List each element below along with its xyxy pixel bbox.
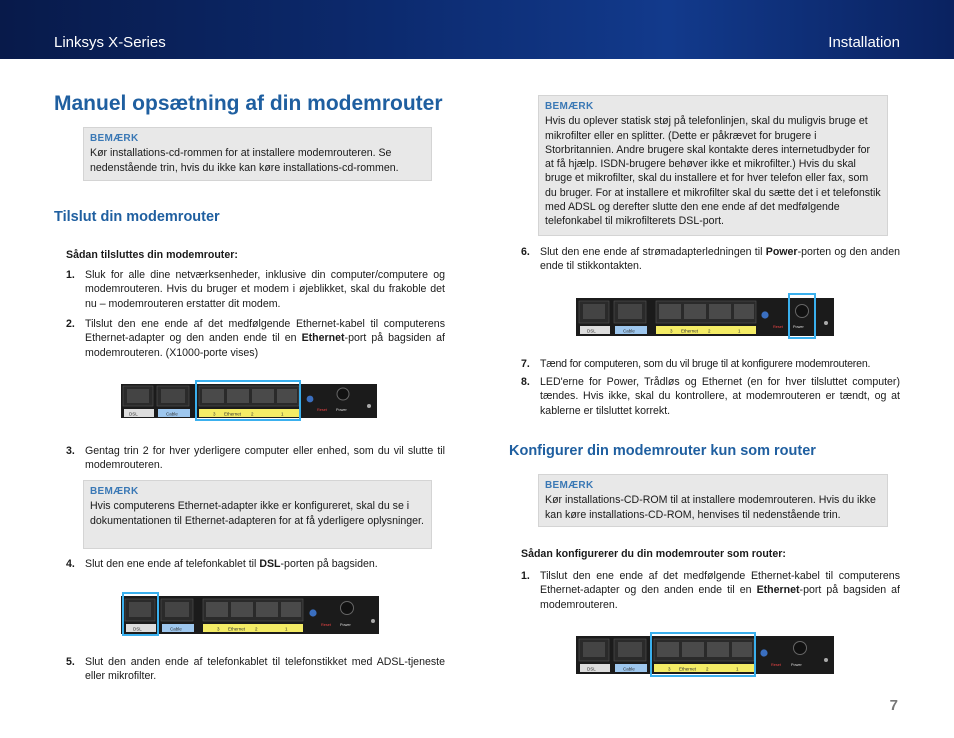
step-text: Slut den ene ende af strømadapterledningen til Power-porten og den anden ende til stikkontakten. — [540, 246, 900, 273]
section-title: Installation — [828, 34, 900, 51]
step-number: 1. — [66, 269, 75, 281]
power-label: Power — [340, 623, 351, 627]
port1-label: 1 — [281, 411, 284, 417]
ethernet-label: Ethernet — [228, 626, 246, 632]
cable-label: Cable — [623, 666, 635, 672]
note-label: BEMÆRK — [545, 480, 594, 491]
step-item — [521, 245, 900, 274]
step-number: 7. — [521, 358, 530, 370]
page-header — [0, 0, 954, 59]
intro-connect: Sådan tilsluttes din modemrouter: — [66, 249, 238, 261]
cable-label: Cable — [623, 328, 635, 334]
note-text: Hvis du oplever statisk støj på telefonlinjen, skal du muligvis bruge et mikrofilter eller en splitter. (Dette er påkrævet for brugere i Storbritannien. Andre brugere skal kontakte deres internetudbyder for at få hjælp. ISDN-brugere behøver ikke et mikrofilter.) Hvis du skal bruge et mikrofilter, skal du installere et for hver telefon eller fax, som du bruger. For at installere et mikrofilter skal du sætte det i et telefonstik med ADSL og derefter slutte den ene ende af det medfølgende telefonkabel til mikrofilterets DSL-port. — [545, 115, 881, 228]
router-ports-image — [576, 632, 836, 678]
port2-label: 2 — [708, 328, 711, 334]
step-text: Slut den anden ende af telefonkablet til telefonstikket med ADSL-tjeneste eller mikrofilter. — [85, 656, 445, 683]
step-number: 4. — [66, 558, 75, 570]
series-title: Linksys X-Series — [54, 34, 166, 51]
step-text: LED'erne for Power, Trådløs og Ethernet (en for hver tilsluttet computer) tændes. Hvis ikke, skal du kontrollere, at modemrouteren er tændt, og at kablerne er tilsluttet korrekt. — [540, 376, 900, 417]
step-text: Tænd for computeren, som du vil bruge til at konfigurere modemrouteren. — [540, 358, 871, 370]
step-item — [66, 444, 445, 473]
dsl-label: DSL — [587, 328, 596, 334]
step-item — [521, 375, 900, 418]
port1-label: 1 — [736, 666, 739, 672]
step-text: Gentag trin 2 for hver yderligere computer eller enhed, som du vil slutte til modemrouteren. — [85, 445, 445, 472]
port3-label: 3 — [668, 666, 671, 672]
port1-label: 1 — [738, 328, 741, 334]
port1-label: 1 — [285, 626, 288, 632]
ethernet-label: Ethernet — [681, 328, 699, 334]
page-title: Manuel opsætning af din modemrouter — [54, 92, 443, 115]
cable-label: Cable — [170, 626, 182, 632]
step-item — [66, 268, 445, 311]
note-box — [83, 127, 432, 181]
step-number: 8. — [521, 376, 530, 388]
reset-label: Reset — [771, 663, 781, 667]
note-box — [83, 480, 432, 549]
step-number: 2. — [66, 318, 75, 330]
step-number: 5. — [66, 656, 75, 668]
power-label: Power — [791, 663, 802, 667]
step-item — [66, 655, 445, 684]
note-text: Hvis computerens Ethernet-adapter ikke er konfigureret, skal du se i dokumentationen til Ethernet-adapteren for at få yderligere oplysninger. — [90, 500, 424, 527]
router-back-panel — [121, 596, 379, 634]
ethernet-label: Ethernet — [224, 411, 242, 417]
port2-label: 2 — [251, 411, 254, 417]
step-text: Sluk for alle dine netværksenheder, inklusive din computer/computere og modemrouteren. Hvis du bruger et modem i øjeblikket, skal du frakoble det nu – modemrouteren erstatter dit modem. — [85, 269, 445, 310]
step-number: 1. — [521, 570, 530, 582]
port2-label: 2 — [255, 626, 258, 632]
intro-router-only: Sådan konfigurerer du din modemrouter som router: — [521, 548, 786, 560]
router-back-panel — [121, 384, 377, 418]
step-text: Tilslut den ene ende af det medfølgende Ethernet-kabel til computerens Ethernet-adapter og den anden ende til en Ethernet-port på bagsiden af modemrouteren. (X1000-porte vises) — [85, 318, 446, 359]
cable-label: Cable — [166, 411, 178, 417]
step-item — [66, 317, 445, 360]
power-label: Power — [336, 408, 347, 412]
step-text: Slut den ene ende af telefonkablet til DSL-porten på bagsiden. — [85, 558, 378, 570]
step-number: 3. — [66, 445, 75, 457]
ethernet-label: Ethernet — [679, 666, 697, 672]
port2-label: 2 — [706, 666, 709, 672]
note-label: BEMÆRK — [90, 486, 139, 497]
step-item — [521, 357, 900, 371]
port3-label: 3 — [217, 626, 220, 632]
router-back-panel — [576, 298, 834, 336]
router-ports-image — [576, 292, 836, 340]
note-text: Kør installations-CD-ROM til at installere modemrouteren. Hvis du ikke kan køre installations-CD-ROM, henvises til nedenstående trin. — [545, 494, 876, 521]
reset-label: Reset — [773, 325, 783, 329]
note-label: BEMÆRK — [545, 101, 594, 112]
router-ports-image — [121, 591, 381, 637]
note-box — [538, 474, 888, 527]
note-box — [538, 95, 888, 236]
step-item — [521, 569, 900, 612]
port3-label: 3 — [670, 328, 673, 334]
dsl-label: DSL — [587, 666, 596, 672]
subheading-router-only: Konfigurer din modemrouter kun som router — [509, 443, 816, 459]
dsl-label: DSL — [133, 626, 142, 632]
step-item — [66, 557, 445, 571]
step-text: Tilslut den ene ende af det medfølgende Ethernet-kabel til computerens Ethernet-adapter og den anden ende til en Ethernet-port på bagsiden af modemrouteren. — [540, 570, 901, 611]
page-number: 7 — [889, 697, 898, 714]
step-number: 6. — [521, 246, 530, 258]
power-label: Power — [793, 325, 804, 329]
router-back-panel — [576, 636, 834, 674]
port3-label: 3 — [213, 411, 216, 417]
dsl-label: DSL — [129, 411, 138, 417]
subheading-connect: Tilslut din modemrouter — [54, 209, 220, 225]
reset-label: Reset — [317, 408, 327, 412]
note-text: Kør installations-cd-rommen for at installere modemrouteren. Se nedenstående trin, hvis du ikke kan køre installations-cd-rommen. — [90, 147, 399, 174]
router-ports-image — [121, 379, 381, 421]
reset-label: Reset — [321, 623, 331, 627]
note-label: BEMÆRK — [90, 133, 139, 144]
